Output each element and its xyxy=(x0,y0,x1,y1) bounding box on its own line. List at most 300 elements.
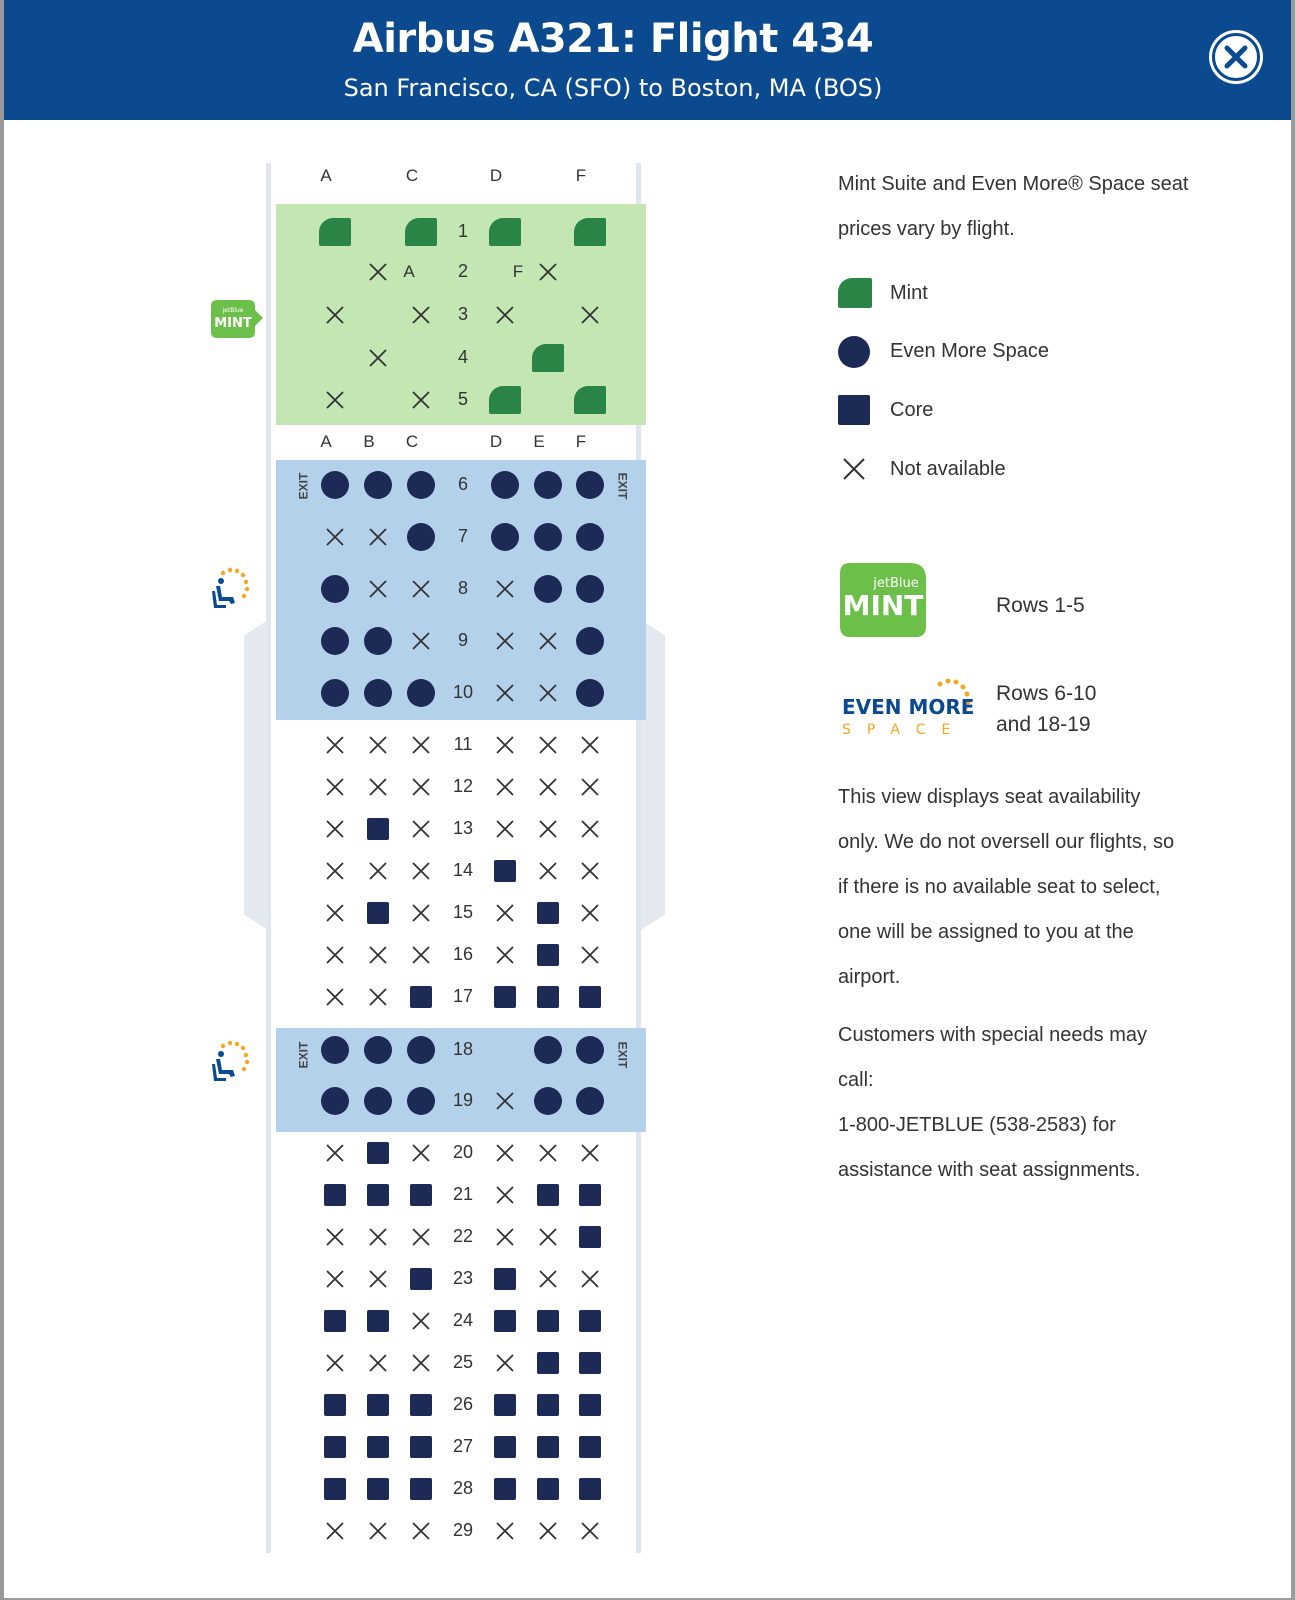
core-seat[interactable] xyxy=(494,860,516,882)
not-available-icon xyxy=(325,945,345,965)
row-number: 10 xyxy=(452,682,474,702)
unavailable-seat xyxy=(580,735,600,755)
seat-map xyxy=(4,0,764,1598)
unavailable-seat xyxy=(325,390,345,410)
even-more-space-seat[interactable] xyxy=(321,1087,349,1115)
mint-badge-icon xyxy=(209,298,279,340)
unavailable-seat xyxy=(411,1227,431,1247)
not-available-icon xyxy=(495,903,515,923)
not-available-icon xyxy=(538,683,558,703)
not-available-icon xyxy=(538,1521,558,1541)
not-available-icon xyxy=(325,819,345,839)
flight-title: Airbus A321: Flight 434 xyxy=(352,16,874,62)
not-available-icon xyxy=(495,945,515,965)
even-more-space-seat[interactable] xyxy=(321,575,349,603)
not-available-icon xyxy=(411,390,431,410)
unavailable-seat xyxy=(325,987,345,1007)
mint-column-header: F xyxy=(575,166,587,185)
core-seat[interactable] xyxy=(537,986,559,1008)
mint-seat[interactable] xyxy=(489,386,521,414)
not-available-icon xyxy=(495,579,515,599)
even-more-space-seat[interactable] xyxy=(576,575,604,603)
unavailable-seat xyxy=(325,527,345,547)
left-wing xyxy=(244,620,268,930)
not-available-icon xyxy=(495,631,515,651)
not-available-icon xyxy=(411,819,431,839)
even-more-space-seat[interactable] xyxy=(576,679,604,707)
unavailable-seat xyxy=(411,1143,431,1163)
not-available-icon xyxy=(411,735,431,755)
unavailable-seat xyxy=(411,861,431,881)
core-seat[interactable] xyxy=(367,1184,389,1206)
not-available-icon xyxy=(495,1521,515,1541)
unavailable-seat xyxy=(325,945,345,965)
not-available-icon xyxy=(580,1521,600,1541)
not-available-icon xyxy=(368,527,388,547)
svg-text:SPACE: SPACE xyxy=(842,722,967,736)
availability-note: This view displays seat availability only. We do not oversell our flights, so if there is no available seat to select, one will be assigned to you at the airport. xyxy=(838,786,1175,988)
unavailable-seat xyxy=(580,819,600,839)
core-seat[interactable] xyxy=(410,1478,432,1500)
core-seat[interactable] xyxy=(367,902,389,924)
not-available-icon xyxy=(411,1353,431,1373)
row-number: 28 xyxy=(452,1478,474,1498)
unavailable-seat xyxy=(580,903,600,923)
not-available-icon xyxy=(325,987,345,1007)
even-more-space-seat[interactable] xyxy=(534,1036,562,1064)
core-seat[interactable] xyxy=(579,1436,601,1458)
row-number: 23 xyxy=(452,1268,474,1288)
not-available-icon xyxy=(411,1143,431,1163)
row-number: 29 xyxy=(452,1520,474,1540)
unavailable-seat xyxy=(538,1269,558,1289)
flight-route: San Francisco, CA (SFO) to Boston, MA (BOS) xyxy=(343,74,883,102)
seat-letter-label: A xyxy=(403,262,415,281)
core-seat[interactable] xyxy=(367,1142,389,1164)
row-number: 17 xyxy=(452,986,474,1006)
row-number: 15 xyxy=(452,902,474,922)
row-number: 1 xyxy=(457,221,468,241)
not-available-icon xyxy=(842,457,866,481)
not-available-icon xyxy=(411,861,431,881)
row-number: 5 xyxy=(457,389,468,409)
not-available-icon xyxy=(368,1227,388,1247)
not-available-icon xyxy=(580,945,600,965)
not-available-icon xyxy=(495,305,515,325)
not-available-icon xyxy=(580,903,600,923)
unavailable-seat xyxy=(411,777,431,797)
not-available-icon xyxy=(411,903,431,923)
not-available-icon xyxy=(495,1227,515,1247)
unavailable-seat xyxy=(580,305,600,325)
not-available-icon xyxy=(580,777,600,797)
unavailable-seat xyxy=(580,945,600,965)
unavailable-seat xyxy=(368,945,388,965)
unavailable-seat xyxy=(495,945,515,965)
unavailable-seat xyxy=(538,262,558,282)
core-seat[interactable] xyxy=(494,1436,516,1458)
core-seat[interactable] xyxy=(494,1268,516,1290)
core-seat[interactable] xyxy=(537,1310,559,1332)
even-more-space-seat[interactable] xyxy=(576,471,604,499)
even-more-space-seat[interactable] xyxy=(321,1036,349,1064)
mint-logo xyxy=(840,563,930,637)
not-available-icon xyxy=(411,945,431,965)
unavailable-seat xyxy=(538,1143,558,1163)
row-number: 27 xyxy=(452,1436,474,1456)
even-more-space-seat[interactable] xyxy=(364,1036,392,1064)
row-number: 4 xyxy=(457,347,468,367)
not-available-icon xyxy=(580,819,600,839)
unavailable-seat xyxy=(411,305,431,325)
not-available-icon xyxy=(325,390,345,410)
exit-label: EXIT xyxy=(615,472,630,500)
row-number: 14 xyxy=(452,860,474,880)
even-more-space-seat[interactable] xyxy=(576,1087,604,1115)
core-seat[interactable] xyxy=(367,1436,389,1458)
row-number: 6 xyxy=(457,474,468,494)
mint-seat[interactable] xyxy=(574,386,606,414)
row-number: 25 xyxy=(452,1352,474,1372)
unavailable-seat xyxy=(368,987,388,1007)
core-seat[interactable] xyxy=(324,1184,346,1206)
not-available-icon xyxy=(368,1521,388,1541)
unavailable-seat xyxy=(368,1227,388,1247)
ems-rows-line1: Rows 6-10 xyxy=(996,682,1097,705)
not-available-icon xyxy=(325,305,345,325)
unavailable-seat xyxy=(495,1185,515,1205)
core-seat[interactable] xyxy=(579,1352,601,1374)
core-seat[interactable] xyxy=(410,1394,432,1416)
unavailable-seat xyxy=(538,819,558,839)
mint-seat[interactable] xyxy=(574,218,606,246)
not-available-icon xyxy=(368,735,388,755)
unavailable-seat xyxy=(495,683,515,703)
not-available-icon xyxy=(411,1521,431,1541)
exit-label: EXIT xyxy=(615,1041,630,1069)
not-available-icon xyxy=(325,1227,345,1247)
ems-seat-swatch xyxy=(838,336,870,368)
even-more-space-seat[interactable] xyxy=(321,627,349,655)
row-number: 11 xyxy=(453,734,473,754)
core-seat[interactable] xyxy=(324,1436,346,1458)
unavailable-seat xyxy=(368,1521,388,1541)
price-note: Mint Suite and Even More® Space seat prices vary by flight. xyxy=(838,173,1189,240)
unavailable-seat xyxy=(495,305,515,325)
unavailable-seat xyxy=(368,1353,388,1373)
close-button[interactable] xyxy=(1212,33,1260,81)
mint-column-header: C xyxy=(405,166,419,185)
even-more-space-seat[interactable] xyxy=(407,471,435,499)
svg-text:jetBlue: jetBlue xyxy=(222,307,244,314)
not-available-icon xyxy=(538,262,558,282)
core-seat[interactable] xyxy=(537,1352,559,1374)
unavailable-seat xyxy=(538,631,558,651)
not-available-icon xyxy=(411,305,431,325)
unavailable-seat xyxy=(411,631,431,651)
unavailable-seat xyxy=(538,777,558,797)
unavailable-seat xyxy=(580,1143,600,1163)
unavailable-seat xyxy=(495,1227,515,1247)
row-number: 16 xyxy=(452,944,474,964)
not-available-icon xyxy=(495,777,515,797)
unavailable-seat xyxy=(411,1311,431,1331)
unavailable-seat xyxy=(411,819,431,839)
close-icon xyxy=(1215,36,1257,78)
not-available-icon xyxy=(538,1143,558,1163)
unavailable-seat xyxy=(325,777,345,797)
even-more-space-seat[interactable] xyxy=(576,1036,604,1064)
core-seat[interactable] xyxy=(579,1310,601,1332)
unavailable-seat xyxy=(325,305,345,325)
core-seat[interactable] xyxy=(367,1478,389,1500)
unavailable-seat xyxy=(538,735,558,755)
unavailable-seat xyxy=(325,1227,345,1247)
legend-label: Mint xyxy=(890,282,928,304)
not-available-icon xyxy=(368,579,388,599)
not-available-icon xyxy=(325,527,345,547)
unavailable-seat xyxy=(325,1521,345,1541)
unavailable-seat xyxy=(325,1143,345,1163)
not-available-icon xyxy=(495,735,515,755)
core-seat[interactable] xyxy=(537,944,559,966)
not-available-icon xyxy=(325,735,345,755)
mint-seat[interactable] xyxy=(405,218,437,246)
even-more-space-seat[interactable] xyxy=(407,1036,435,1064)
not-available-icon xyxy=(538,861,558,881)
not-available-icon xyxy=(368,262,388,282)
core-seat[interactable] xyxy=(537,1394,559,1416)
core-seat[interactable] xyxy=(410,1184,432,1206)
unavailable-seat xyxy=(411,390,431,410)
core-seat[interactable] xyxy=(494,1310,516,1332)
core-seat[interactable] xyxy=(579,1226,601,1248)
even-more-space-seat-icon xyxy=(209,1040,279,1088)
unavailable-seat xyxy=(580,1269,600,1289)
not-available-icon xyxy=(580,305,600,325)
unavailable-seat xyxy=(495,1353,515,1373)
even-more-space-seat-icon xyxy=(209,567,279,615)
even-more-space-seat[interactable] xyxy=(534,1087,562,1115)
even-more-space-seat[interactable] xyxy=(364,471,392,499)
not-available-icon xyxy=(368,987,388,1007)
unavailable-seat xyxy=(411,735,431,755)
core-seat[interactable] xyxy=(579,1478,601,1500)
phone-note: 1-800-JETBLUE (538-2583) for assistance with seat assignments. xyxy=(838,1114,1141,1181)
mint-seat[interactable] xyxy=(319,218,351,246)
even-more-space-seat[interactable] xyxy=(407,679,435,707)
even-more-space-seat[interactable] xyxy=(534,575,562,603)
even-more-space-seat[interactable] xyxy=(534,523,562,551)
mint-seat[interactable] xyxy=(532,344,564,372)
not-available-icon xyxy=(368,1269,388,1289)
not-available-icon xyxy=(495,1185,515,1205)
unavailable-seat xyxy=(411,579,431,599)
not-available-icon xyxy=(580,735,600,755)
row-number: 20 xyxy=(452,1142,474,1162)
row-number: 8 xyxy=(457,578,468,598)
column-header: A xyxy=(320,432,332,451)
not-available-icon xyxy=(325,1269,345,1289)
even-more-space-seat[interactable] xyxy=(364,627,392,655)
row-number: 22 xyxy=(452,1226,474,1246)
even-more-space-seat[interactable] xyxy=(407,1087,435,1115)
column-header: F xyxy=(575,432,587,451)
exit-label: EXIT xyxy=(296,1041,311,1069)
unavailable-seat xyxy=(368,527,388,547)
unavailable-seat xyxy=(368,262,388,282)
core-seat[interactable] xyxy=(537,1436,559,1458)
row-number: 24 xyxy=(452,1310,474,1330)
core-seat[interactable] xyxy=(537,1184,559,1206)
special-needs-note: Customers with special needs may call: xyxy=(838,1024,1148,1091)
column-header: E xyxy=(533,432,545,451)
unavailable-seat xyxy=(325,735,345,755)
row-number: 3 xyxy=(457,304,468,324)
unavailable-seat xyxy=(368,861,388,881)
even-more-space-seat[interactable] xyxy=(321,679,349,707)
unavailable-seat xyxy=(495,735,515,755)
core-seat[interactable] xyxy=(324,1478,346,1500)
unavailable-seat xyxy=(538,1227,558,1247)
unavailable-seat xyxy=(495,819,515,839)
even-more-space-seat[interactable] xyxy=(576,627,604,655)
unavailable-seat xyxy=(325,819,345,839)
core-seat[interactable] xyxy=(324,1394,346,1416)
core-seat[interactable] xyxy=(410,986,432,1008)
even-more-space-seat[interactable] xyxy=(491,471,519,499)
seat-letter-label: F xyxy=(512,262,524,281)
ems-rows-label xyxy=(996,678,1096,740)
legend-label: Even More Space xyxy=(890,340,1049,362)
not-available-icon xyxy=(411,1311,431,1331)
not-available-icon xyxy=(538,631,558,651)
core-seat[interactable] xyxy=(410,1436,432,1458)
core-seat[interactable] xyxy=(494,1394,516,1416)
even-more-space-seat[interactable] xyxy=(491,523,519,551)
legend-label: Not available xyxy=(890,458,1006,480)
unavailable-seat xyxy=(580,777,600,797)
core-seat[interactable] xyxy=(367,1394,389,1416)
even-more-space-seat[interactable] xyxy=(576,523,604,551)
unavailable-seat xyxy=(495,1091,515,1111)
not-available-icon xyxy=(580,1269,600,1289)
not-available-icon xyxy=(368,1353,388,1373)
column-header: B xyxy=(363,432,375,451)
unavailable-seat xyxy=(495,777,515,797)
row-number: 13 xyxy=(452,818,474,838)
not-available-icon xyxy=(495,1091,515,1111)
not-available-icon xyxy=(368,861,388,881)
unavailable-seat xyxy=(368,579,388,599)
unavailable-seat xyxy=(411,1353,431,1373)
svg-text:MINT: MINT xyxy=(214,316,252,331)
column-header: C xyxy=(405,432,419,451)
core-seat[interactable] xyxy=(367,818,389,840)
unavailable-seat xyxy=(411,945,431,965)
row-number: 19 xyxy=(452,1090,474,1110)
svg-text:MINT: MINT xyxy=(842,589,924,622)
even-more-space-seat[interactable] xyxy=(364,1087,392,1115)
unavailable-seat xyxy=(411,903,431,923)
not-available-icon xyxy=(538,735,558,755)
unavailable-seat xyxy=(495,1143,515,1163)
unavailable-seat xyxy=(325,903,345,923)
unavailable-seat xyxy=(495,1521,515,1541)
not-available-icon xyxy=(368,348,388,368)
unavailable-seat xyxy=(325,1269,345,1289)
not-available-icon xyxy=(325,777,345,797)
legend-label: Core xyxy=(890,399,934,421)
svg-text:EVEN MORE: EVEN MORE xyxy=(842,695,975,719)
not-available-icon xyxy=(495,1353,515,1373)
not-available-icon xyxy=(538,1227,558,1247)
not-available-icon xyxy=(580,861,600,881)
not-available-icon xyxy=(580,1143,600,1163)
row-number: 18 xyxy=(452,1039,474,1059)
core-seat[interactable] xyxy=(579,986,601,1008)
mint-rows-label: Rows 1-5 xyxy=(996,594,1085,617)
row-number: 2 xyxy=(457,261,468,281)
not-available-icon xyxy=(538,819,558,839)
row-number: 12 xyxy=(452,776,474,796)
not-available-icon xyxy=(368,777,388,797)
row-number: 26 xyxy=(452,1394,474,1414)
unavailable-seat xyxy=(411,1521,431,1541)
not-available-icon xyxy=(325,1143,345,1163)
not-available-icon xyxy=(325,1521,345,1541)
even-more-space-seat[interactable] xyxy=(534,471,562,499)
core-seat[interactable] xyxy=(579,1394,601,1416)
unavailable-seat xyxy=(538,861,558,881)
mint-seat[interactable] xyxy=(489,218,521,246)
svg-text:jetBlue: jetBlue xyxy=(873,576,919,591)
unavailable-seat xyxy=(495,903,515,923)
core-seat[interactable] xyxy=(537,902,559,924)
not-available-icon xyxy=(411,631,431,651)
core-seat[interactable] xyxy=(367,1310,389,1332)
core-seat[interactable] xyxy=(410,1268,432,1290)
unavailable-seat xyxy=(580,1521,600,1541)
not-available-icon xyxy=(411,777,431,797)
unavailable-seat xyxy=(538,683,558,703)
unavailable-seat xyxy=(368,348,388,368)
core-seat[interactable] xyxy=(494,1478,516,1500)
column-header: D xyxy=(489,432,503,451)
not-available-icon xyxy=(495,819,515,839)
ems-rows-line2: and 18-19 xyxy=(996,713,1091,736)
unavailable-seat xyxy=(368,735,388,755)
even-more-space-seat[interactable] xyxy=(321,471,349,499)
not-available-icon xyxy=(495,1143,515,1163)
even-more-space-seat[interactable] xyxy=(407,523,435,551)
core-seat[interactable] xyxy=(494,986,516,1008)
row-number: 9 xyxy=(457,630,468,650)
not-available-icon xyxy=(368,945,388,965)
mint-seat-swatch xyxy=(838,278,872,308)
unavailable-seat xyxy=(368,777,388,797)
not-available-icon xyxy=(411,579,431,599)
unavailable-seat xyxy=(495,579,515,599)
mint-column-header: A xyxy=(320,166,332,185)
unavailable-seat xyxy=(368,1269,388,1289)
core-seat[interactable] xyxy=(324,1310,346,1332)
even-more-space-seat[interactable] xyxy=(364,679,392,707)
core-seat[interactable] xyxy=(537,1478,559,1500)
unavailable-seat xyxy=(325,1353,345,1373)
seat-map-modal xyxy=(4,0,1291,1598)
core-seat[interactable] xyxy=(579,1184,601,1206)
